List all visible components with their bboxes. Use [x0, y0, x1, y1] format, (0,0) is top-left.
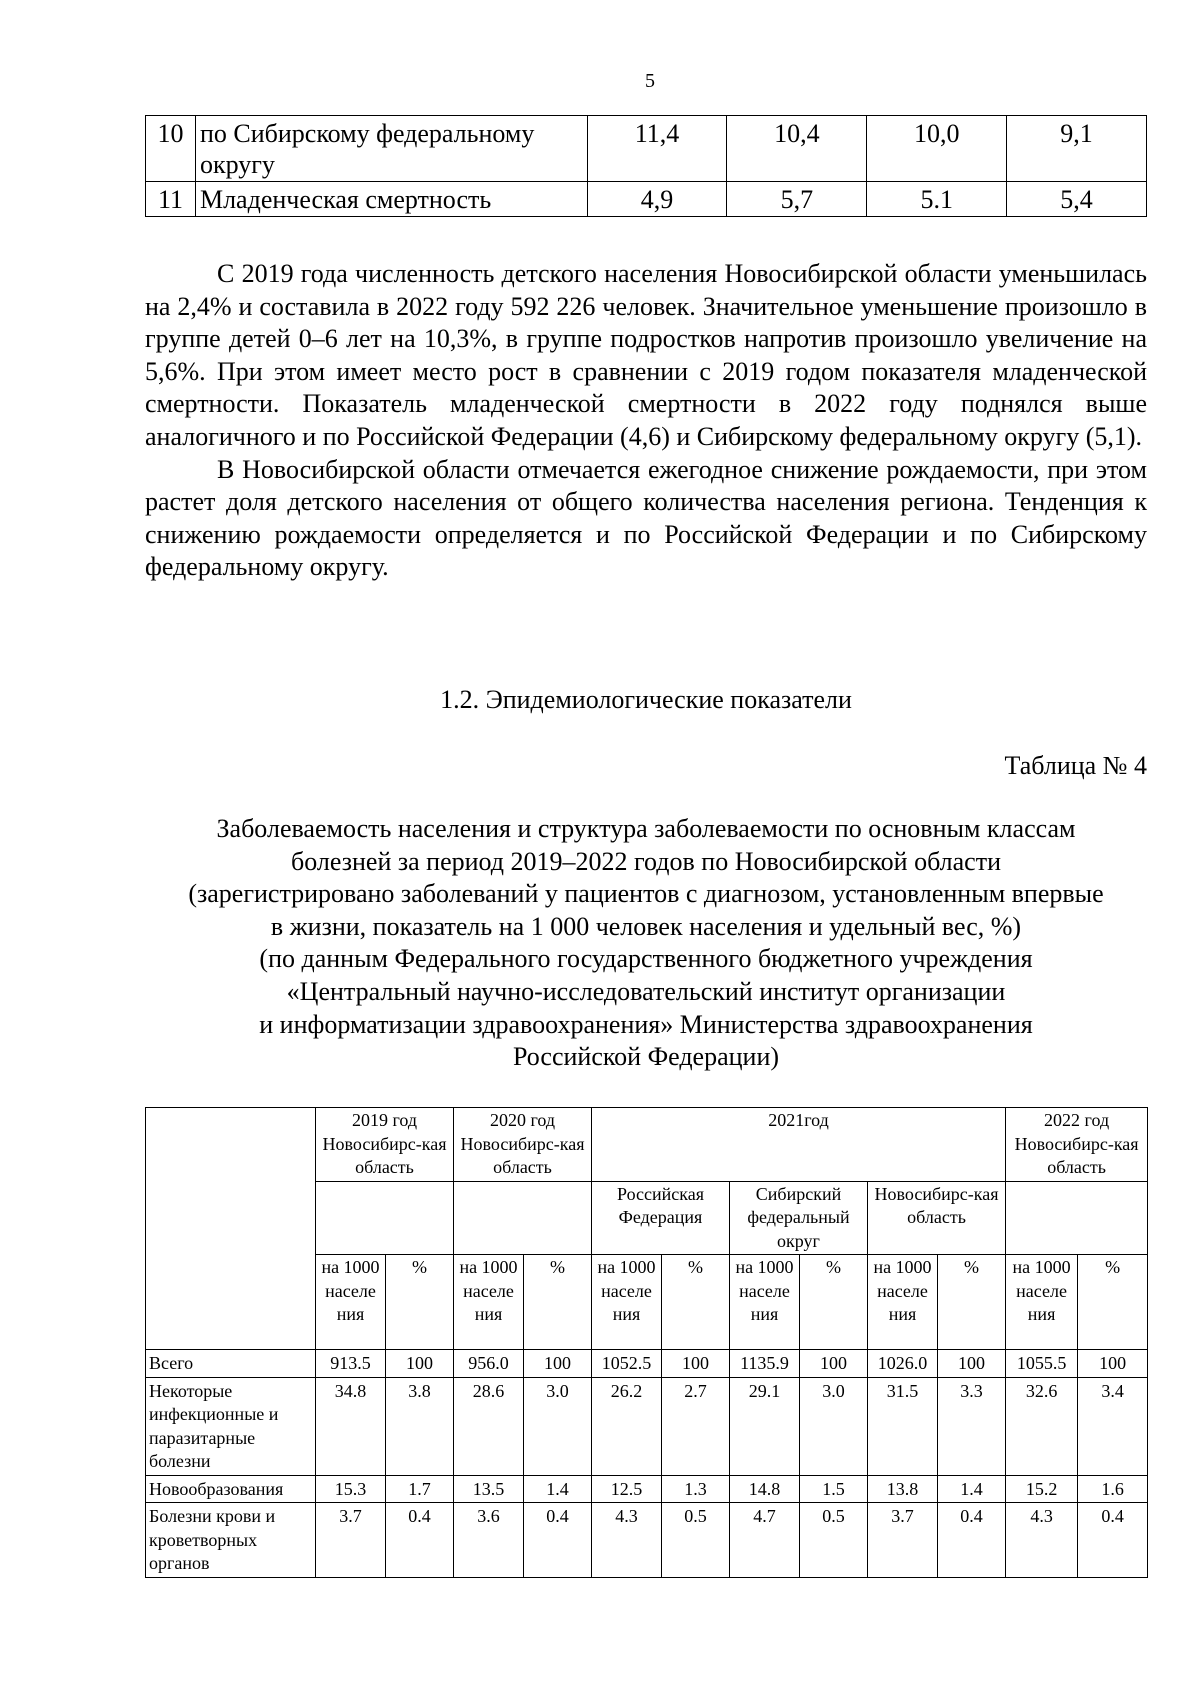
table-row: [146, 1350, 1148, 1378]
row-label: Всего: [146, 1350, 316, 1378]
header-2020: [454, 1108, 592, 1182]
table-cell: 28.6: [454, 1377, 524, 1475]
table-cell: 10,0: [867, 116, 1007, 182]
table-cell: 100: [1078, 1350, 1148, 1378]
region-label: Новосибирс-кая область: [322, 1133, 447, 1177]
section-title: 1.2. Эпидемиологические показатели: [440, 685, 852, 714]
year-label: 2022 год: [1044, 1110, 1110, 1130]
page-number: 5: [645, 70, 655, 92]
row-label: по Сибирскому федеральному округу: [195, 116, 587, 182]
caption-line: «Центральный научно-исследовательский институт организации: [286, 976, 1006, 1006]
table-cell: 1055.5: [1006, 1350, 1078, 1378]
row-label: Болезни крови и кроветворных органов: [146, 1503, 316, 1578]
table-cell: 0.4: [938, 1503, 1006, 1578]
table-cell: 10,4: [727, 116, 867, 182]
region-label: Новосибирс-кая область: [460, 1133, 585, 1177]
year-label: 2020 год: [489, 1110, 556, 1130]
region-label: Новосибирс-кая область: [1014, 1133, 1139, 1177]
table-cell: 0.4: [1078, 1503, 1148, 1578]
table-cell: 3.3: [938, 1377, 1006, 1475]
unit-per-1000: на 1000 населе ния: [454, 1255, 524, 1350]
region-sfo: Сибирский федеральный округ: [730, 1181, 868, 1255]
table-cell: 0.4: [524, 1503, 592, 1578]
unit-percent: %: [524, 1255, 592, 1350]
table-cell: 5.1: [867, 182, 1007, 217]
table-cell: 3.6: [454, 1503, 524, 1578]
caption-line: (по данным Федерального государственного бюджетного учреждения: [259, 944, 1033, 974]
table-cell: 1.4: [524, 1475, 592, 1503]
table-row: [146, 1503, 1148, 1578]
table-cell: 4,9: [587, 182, 727, 217]
caption-line: в жизни, показатель на 1 000 человек населения и удельный вес, %): [270, 911, 1022, 941]
table-cell: 1.5: [800, 1475, 868, 1503]
unit-per-1000: на 1000 населе ния: [316, 1255, 386, 1350]
table-cell: 100: [662, 1350, 730, 1378]
caption-line: Российской Федерации): [512, 1042, 780, 1072]
spacer-cell: [1006, 1181, 1148, 1255]
table-cell: 15.3: [316, 1475, 386, 1503]
table-cell: 13.8: [868, 1475, 938, 1503]
table-cell: 0.4: [386, 1503, 454, 1578]
table-cell: 3.7: [316, 1503, 386, 1578]
region-nso: Новосибирс-кая область: [868, 1181, 1006, 1255]
table-cell: 100: [938, 1350, 1006, 1378]
table-cell: 15.2: [1006, 1475, 1078, 1503]
table-row: [146, 182, 1147, 217]
paragraph: В Новосибирской области отмечается ежегодное снижение рождаемости, при этом растет доля детского населения от общего количества населения региона. Тенденция к снижению рождаемости определяется и по Российской Федерации и по Сибирскому федеральному округу.: [145, 454, 1147, 582]
table-row: [146, 116, 1147, 182]
top-table: [145, 115, 1147, 217]
table-cell: 100: [386, 1350, 454, 1378]
table-cell: 9,1: [1007, 116, 1147, 182]
table-cell: 4.3: [592, 1503, 662, 1578]
table-cell: 100: [524, 1350, 592, 1378]
table-label: Таблица № 4: [1004, 751, 1147, 780]
table-cell: 26.2: [592, 1377, 662, 1475]
table-cell: 0.5: [662, 1503, 730, 1578]
table-cell: 34.8: [316, 1377, 386, 1475]
row-label: Младенческая смертность: [195, 182, 587, 217]
region-rf: Российская Федерация: [592, 1181, 730, 1255]
unit-per-1000: на 1000 населе ния: [1006, 1255, 1078, 1350]
table-cell: 3.8: [386, 1377, 454, 1475]
table-cell: 4.3: [1006, 1503, 1078, 1578]
spacer-cell: [454, 1181, 592, 1255]
table-cell: 1052.5: [592, 1350, 662, 1378]
table-cell: 32.6: [1006, 1377, 1078, 1475]
table-cell: 1.3: [662, 1475, 730, 1503]
caption-line: (зарегистрировано заболеваний у пациентов с диагнозом, установленным впервые: [188, 879, 1104, 909]
table-caption: [145, 813, 1147, 1074]
table-cell: 3.0: [800, 1377, 868, 1475]
table-cell: 3.0: [524, 1377, 592, 1475]
table-cell: 14.8: [730, 1475, 800, 1503]
header-row-years: [146, 1108, 1148, 1182]
row-index: 11: [146, 182, 196, 217]
table-cell: 0.5: [800, 1503, 868, 1578]
header-2022: [1006, 1108, 1148, 1182]
empty-corner-cell: [146, 1108, 316, 1350]
table-cell: 1026.0: [868, 1350, 938, 1378]
body-text: [145, 258, 1147, 584]
caption-line: болезней за период 2019–2022 годов по Новосибирской области: [291, 846, 1001, 876]
paragraph: С 2019 года численность детского населения Новосибирской области уменьшилась на 2,4% и составила в 2022 году 592 226 человек. Значительное уменьшение произошло в группе детей 0–6 лет на 10,3%, в группе подростков напротив произошло увеличение на 5,6%. При этом имеет место рост в сравнении с 2019 годом показателя младенческой смертности. Показатель младенческой смертности в 2022 году поднялся выше аналогичного и по Российской Федерации (4,6) и Сибирскому федеральному округу (5,1).: [145, 259, 1147, 451]
unit-percent: %: [938, 1255, 1006, 1350]
table-cell: 12.5: [592, 1475, 662, 1503]
table-cell: 5,7: [727, 182, 867, 217]
table-cell: 31.5: [868, 1377, 938, 1475]
table-cell: 3.7: [868, 1503, 938, 1578]
unit-per-1000: на 1000 населе ния: [730, 1255, 800, 1350]
row-index: 10: [146, 116, 196, 182]
table-cell: 5,4: [1007, 182, 1147, 217]
table-cell: 1.6: [1078, 1475, 1148, 1503]
spacer-cell: [316, 1181, 454, 1255]
table-cell: 1135.9: [730, 1350, 800, 1378]
table-cell: 3.4: [1078, 1377, 1148, 1475]
unit-percent: %: [386, 1255, 454, 1350]
unit-per-1000: на 1000 населе ния: [592, 1255, 662, 1350]
table-cell: 2.7: [662, 1377, 730, 1475]
caption-line: и информатизации здравоохранения» Министерства здравоохранения: [259, 1009, 1033, 1039]
table-cell: 13.5: [454, 1475, 524, 1503]
table-cell: 913.5: [316, 1350, 386, 1378]
unit-percent: %: [1078, 1255, 1148, 1350]
table-cell: 1.4: [938, 1475, 1006, 1503]
row-label: Новообразования: [146, 1475, 316, 1503]
table-row: [146, 1377, 1148, 1475]
table-cell: 11,4: [587, 116, 727, 182]
header-2019: [316, 1108, 454, 1182]
unit-percent: %: [800, 1255, 868, 1350]
table-cell: 100: [800, 1350, 868, 1378]
morbidity-table: [145, 1107, 1148, 1578]
table-cell: 1.7: [386, 1475, 454, 1503]
unit-percent: %: [662, 1255, 730, 1350]
caption-line: Заболеваемость населения и структура заболеваемости по основным классам: [216, 814, 1076, 843]
header-2021: 2021год: [592, 1108, 1006, 1182]
table-cell: 4.7: [730, 1503, 800, 1578]
row-label: Некоторые инфекционные и паразитарные болезни: [146, 1377, 316, 1475]
table-cell: 956.0: [454, 1350, 524, 1378]
table-cell: 29.1: [730, 1377, 800, 1475]
year-label: 2019 год: [351, 1110, 418, 1130]
table-row: [146, 1475, 1148, 1503]
unit-per-1000: на 1000 населе ния: [868, 1255, 938, 1350]
